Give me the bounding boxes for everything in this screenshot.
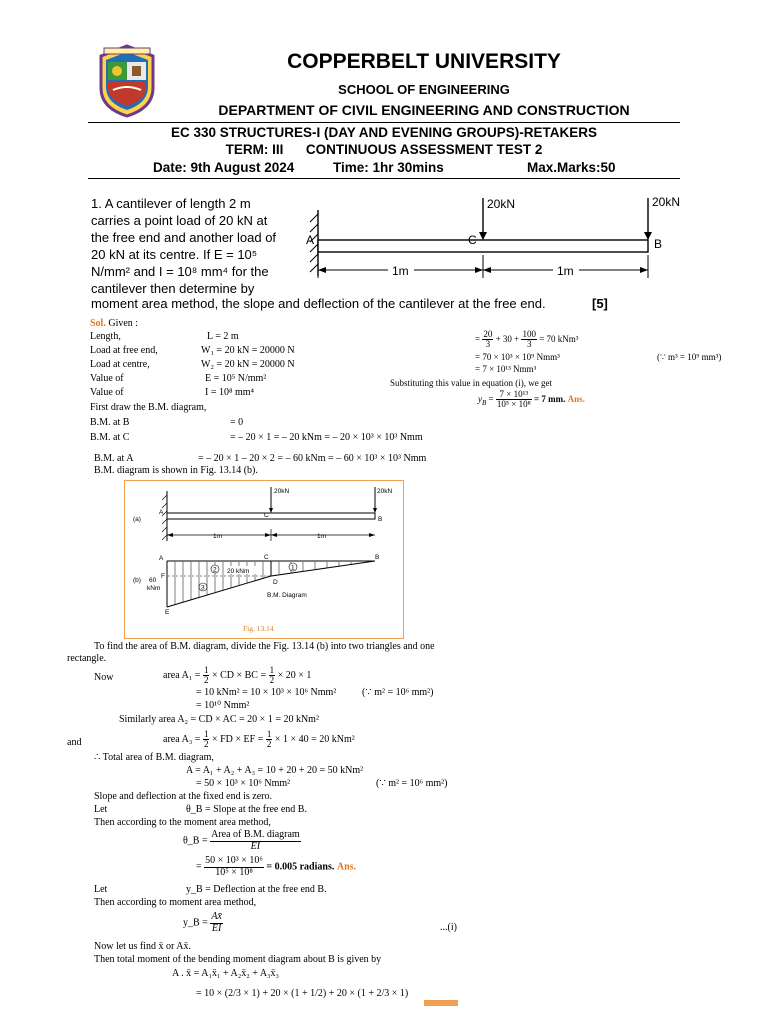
bm-c-label: B.M. at C (90, 432, 130, 443)
yb-equation (183, 912, 223, 934)
fig-dim-2: 1m (317, 533, 327, 540)
unit-note: (∵ m³ = 10⁹ mm³) (657, 352, 722, 362)
theta-definition: θ_B = Slope at the free end B. (186, 804, 307, 815)
fig-area-3: 3 (201, 584, 205, 592)
area-a3-line: area A₃ = $\frac{1}{2}$ × FD × EF = $\frac{1}{2}$ × 1 × 40 = 20 kNm² (163, 729, 355, 750)
given-value: E = 10⁵ N/mm² (205, 373, 267, 384)
area-a1-note: (∵ m² = 10⁶ mm²) (362, 687, 434, 698)
dimension-label: 1m (557, 264, 574, 278)
university-title: COPPERBELT UNIVERSITY (287, 50, 561, 73)
given-label: Load at centre, (90, 359, 150, 370)
frac-num: Area of B.M. diagram (211, 829, 300, 840)
fig-area-2: 2 (213, 566, 217, 574)
first-draw-text: First draw the B.M. diagram, (90, 402, 207, 413)
bm-shown-text: B.M. diagram is shown in Fig. 13.14 (b). (94, 465, 258, 476)
given-label: Length, (90, 331, 121, 342)
solution-label (90, 318, 138, 329)
moment-term: + 30 + (495, 334, 520, 344)
yb-symbol: y (478, 394, 482, 404)
fig-bm-d: D (273, 579, 278, 586)
frac-den: 3 (526, 339, 532, 350)
frac-num: 100 (522, 329, 536, 339)
para-area-intro: To find the area of B.M. diagram, divide the Fig. 13.14 (b) into two triangles and one (94, 641, 435, 652)
question-line: the free end and another load of (91, 230, 277, 245)
fig-bm-b: B (375, 554, 380, 561)
fig-bm-20: 20 kNm (227, 568, 250, 575)
bm-b-label: B.M. at B (90, 417, 130, 428)
department-name: DEPARTMENT OF CIVIL ENGINEERING AND CONSTRUCTION (218, 102, 630, 118)
let-label: Let (94, 804, 108, 815)
point-c-label: C (468, 233, 477, 247)
area-a3-end: × 1 × 40 = 20 kNm² (274, 734, 355, 746)
bm-figure (125, 481, 401, 636)
given-label: Load at free end, (90, 345, 158, 356)
deflection-result: $y_B$ = $\frac{\text{7 × 10¹³}}{\text{10⁵ × 10⁸}}$ = 7 mm. Ans. (478, 389, 585, 410)
frac-num: 20 (483, 329, 493, 339)
fig-point-c: C (264, 512, 269, 519)
question-line: carries a point load of 20 kN at (91, 213, 268, 228)
bm-c-value: = – 20 × 1 = – 20 kNm = – 20 × 10³ × 10³ Nmm (230, 432, 423, 443)
exam-marks: Max.Marks:50 (527, 160, 616, 175)
load-label-b: 20kN (652, 195, 680, 209)
now-label: Now (94, 672, 114, 683)
total-area-value: = 50 × 10³ × 10⁶ Nmm² (196, 778, 291, 789)
fig-bm-a: A (159, 555, 164, 562)
theta-equation (183, 830, 301, 852)
now-find-text: Now let us find x̄ or Ax̄. (94, 941, 191, 952)
then-moment-area: Then according to the moment area method, (94, 817, 271, 828)
total-area-label: ∴ Total area of B.M. diagram, (94, 752, 214, 763)
given-value: L = 2 m (207, 331, 239, 342)
point-a-label: A (306, 233, 315, 247)
fig-area-1: 1 (291, 564, 295, 572)
equation-number: ...(i) (440, 922, 457, 933)
para-area-intro-2: rectangle. (67, 653, 107, 664)
theta-value: = 0.005 radians. (266, 861, 335, 873)
and-label: and (67, 737, 82, 748)
question-line: N/mm² and I = 10⁸ mm⁴ for the (91, 264, 269, 279)
yb-lhs: y_B = (183, 917, 208, 929)
frac-num: 7 × 10¹³ (496, 390, 532, 400)
area-a1-end: × 20 × 1 (277, 670, 312, 682)
fig-load-2: 20kN (377, 488, 393, 495)
fig-part-a: (a) (133, 516, 141, 523)
page-marker (424, 1000, 458, 1006)
point-b-label: B (654, 237, 663, 251)
school-name: SCHOOL OF ENGINEERING (338, 82, 510, 97)
then-moment-area-2: Then according to moment area method, (94, 897, 257, 908)
cantilever-diagram (300, 192, 680, 284)
fig-point-b: B (378, 516, 383, 523)
frac-den: EI (250, 840, 261, 852)
moment-sum-line: = $\frac{20}{3}$ + 30 + $\frac{100}{3}$ = 70 kNm³ (475, 329, 579, 350)
fig-dim-1: 1m (213, 533, 223, 540)
exam-time: Time: 1hr 30mins (333, 160, 444, 175)
question-line: 20 kN at its centre. If E = 10⁵ (91, 247, 258, 262)
dimension-label: 1m (392, 264, 409, 278)
term-line: TERM: III CONTINUOUS ASSESSMENT TEST 2 (225, 142, 543, 157)
moment-sum-expansion: = 10 × (2/3 × 1) + 20 × (1 + 1/2) + 20 × (1 + 2/3 × 1) (196, 988, 409, 999)
let-label: Let (94, 884, 108, 895)
answer-tag: Ans. (567, 394, 585, 404)
area-a1-pre: area A₁ = (163, 670, 201, 682)
moment-sum-equation: A . x̄ = A₁x̄₁ + A₂x̄₂ + A₃x̄₃ (172, 968, 280, 979)
frac-den: EI (211, 922, 222, 934)
moment-line-2: = 70 × 10³ × 10⁹ Nmm³ (475, 352, 560, 362)
question-line: cantilever then determine by (91, 281, 255, 296)
moment-line-3: = 7 × 10¹³ Nmm³ (475, 364, 537, 374)
fig-caption: Fig. 13.14 (243, 624, 274, 633)
header-rule (88, 122, 680, 123)
bm-a-label: B.M. at A (94, 453, 134, 464)
load-label-c: 20kN (487, 197, 516, 211)
question-line: 1. A cantilever of length 2 m (91, 196, 251, 211)
bm-a-value: = – 20 × 1 – 20 × 2 = – 60 kNm = – 60 × 10³ × 10³ Nmm (198, 453, 427, 464)
fig-bm-e: E (165, 609, 170, 616)
answer-tag: Ans. (336, 861, 357, 873)
fig-bm-label: B.M. Diagram (267, 592, 307, 599)
frac-den: 10⁵ × 10⁸ (215, 866, 253, 878)
fig-load-1: 20kN (274, 488, 290, 495)
fig-bm-kNm: kNm (147, 585, 161, 592)
area-a1-line: area A₁ = $\frac{1}{2}$ × CD × BC = $\frac{1}{2}$ × 20 × 1 (163, 665, 312, 686)
given-label: Value of (90, 387, 124, 398)
given-value: W₁ = 20 kN = 20000 N (201, 345, 295, 356)
given-label: Value of (90, 373, 124, 384)
given-keyword: Given : (108, 318, 139, 329)
deflection-value: = 7 mm. (533, 394, 566, 404)
frac-den: 3 (485, 339, 491, 350)
question-line: moment area method, the slope and deflection of the cantilever at the free end. (91, 296, 546, 311)
total-moment-text: Then total moment of the bending moment diagram about B is given by (94, 954, 382, 965)
area-a1-mid: × CD × BC = (211, 670, 267, 682)
frac-num: Ax̄ (211, 911, 222, 922)
yb-definition: y_B = Deflection at the free end B. (186, 884, 327, 895)
given-value: I = 10⁸ mm⁴ (205, 387, 254, 398)
bm-b-value: = 0 (230, 417, 244, 428)
header-rule-bottom (88, 178, 680, 179)
total-area-sum: A = A₁ + A₂ + A₃ = 10 + 20 + 20 = 50 kNm² (186, 765, 364, 776)
fig-bm-60: 60 (149, 577, 157, 584)
area-a1-line-2: = 10 kNm² = 10 × 10³ × 10⁶ Nmm² (196, 687, 337, 698)
fig-point-a: A (159, 509, 164, 516)
area-a3-mid: × FD × EF = (211, 734, 264, 746)
fig-bm-c: C (264, 554, 269, 561)
given-value: W₂ = 20 kN = 20000 N (201, 359, 295, 370)
theta-result: = $\frac{\text{50 × 10³ × 10⁶}}{\text{10⁵ × 10⁸}}$ = 0.005 radians. Ans. (196, 855, 357, 878)
fig-part-b: (b) (133, 577, 141, 584)
area-a3-pre: area A₃ = (163, 734, 201, 746)
slope-zero-text: Slope and deflection at the fixed end is zero. (94, 791, 272, 802)
course-title: EC 330 STRUCTURES-I (DAY AND EVENING GROUPS)-RETAKERS (170, 125, 598, 140)
fig-bm-f: F (161, 573, 165, 580)
substitute-text: Substituting this value in equation (i), we get (390, 378, 552, 388)
area-a2-line: Similarly area A₂ = CD × AC = 20 × 1 = 20 kNm² (119, 714, 319, 725)
question-marks: [5] (592, 296, 608, 311)
theta-lhs: θ_B = (183, 835, 208, 847)
moment-result: = 70 kNm³ (539, 334, 579, 344)
total-area-note: (∵ m² = 10⁶ mm²) (376, 778, 448, 789)
exam-date: Date: 9th August 2024 (153, 160, 295, 175)
area-a1-line-3: = 10¹⁰ Nmm² (196, 700, 250, 711)
sol-keyword: Sol. (90, 318, 106, 329)
frac-den: 10⁵ × 10⁸ (496, 399, 531, 410)
frac-num: 50 × 10³ × 10⁶ (205, 855, 263, 866)
